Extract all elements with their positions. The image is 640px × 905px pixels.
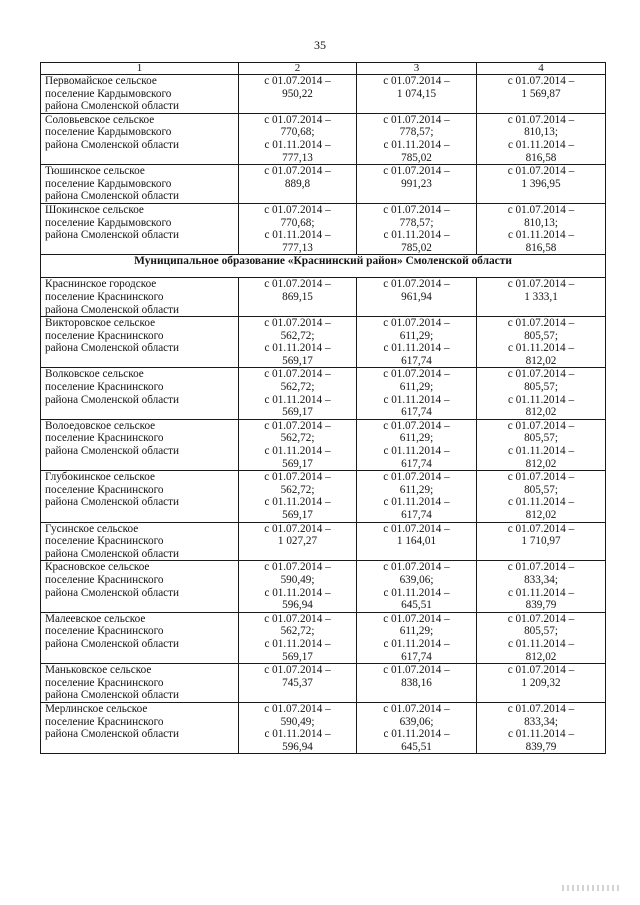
settlement-name-cell (41, 612, 239, 663)
tariff-value-line: с 01.11.2014 – (383, 393, 450, 406)
tariff-cell-c4 (477, 702, 606, 753)
settlement-name-line: поселение Краснинского (45, 329, 164, 342)
tariff-value-line: 617,74 (401, 354, 432, 367)
settlement-name-line: поселение Краснинского (45, 290, 164, 303)
settlement-name-line: Маньковское сельское (45, 664, 152, 677)
tariff-cell-c3 (357, 471, 477, 522)
tariff-cell-c4 (477, 664, 606, 703)
tariff-value-line: 611,29; (399, 381, 434, 394)
tariff-value-line: с 01.07.2014 – (383, 317, 450, 330)
tariff-value-line: с 01.11.2014 – (383, 496, 450, 509)
settlement-name-cell (41, 317, 239, 368)
tariff-value-line: с 01.07.2014 – (264, 317, 331, 330)
tariff-value-line: с 01.07.2014 – (264, 165, 331, 178)
tariff-cell-c4 (477, 522, 606, 561)
tariff-cell-c4 (477, 419, 606, 470)
tariff-cell-c2 (239, 75, 357, 114)
tariff-value-line: 805,57; (524, 432, 558, 445)
tariff-value-line: 869,15 (282, 290, 313, 303)
table-header-row (41, 63, 606, 75)
settlement-name-line: поселение Краснинского (45, 715, 164, 728)
column-header-3: 3 (357, 63, 477, 75)
tariff-value-line: 805,57; (524, 483, 558, 496)
tariff-cell-c4 (477, 278, 606, 317)
tariff-cell-c2 (239, 612, 357, 663)
settlement-name-line: поселение Краснинского (45, 625, 164, 638)
tariff-cell-c2 (239, 522, 357, 561)
table-row (41, 664, 606, 703)
tariff-value-line: 950,22 (282, 87, 313, 100)
tariff-cell-c4 (477, 612, 606, 663)
tariff-value-line: с 01.07.2014 – (264, 522, 331, 535)
tariff-value-line: 785,02 (401, 151, 432, 164)
tariff-cell-c3 (357, 419, 477, 470)
tariff-value-line: с 01.07.2014 – (264, 561, 331, 574)
table-row (41, 113, 606, 164)
tariff-value-line: 639,06; (399, 715, 434, 728)
tariff-value-line: 569,17 (282, 457, 313, 470)
tariff-value-line: 833,34; (524, 573, 558, 586)
settlement-name-cell (41, 419, 239, 470)
settlement-name-line: района Смоленской области (45, 637, 180, 650)
table-row (41, 165, 606, 204)
tariff-cell-c3 (357, 702, 477, 753)
tariff-value-line: 562,72; (280, 625, 315, 638)
tariff-value-line: 569,17 (282, 354, 313, 367)
settlement-name-line: района Смоленской области (45, 586, 180, 599)
tariff-value-line: 805,57; (524, 329, 558, 342)
settlement-name-cell (41, 522, 239, 561)
tariff-value-line: с 01.07.2014 – (264, 113, 331, 126)
tariff-value-line: с 01.07.2014 – (507, 702, 575, 715)
settlement-name-line: Первомайское сельское (45, 75, 157, 87)
tariff-value-line: 1 710,97 (521, 535, 561, 548)
tariff-cell-c4 (477, 471, 606, 522)
tariff-value-line: 816,58 (525, 151, 557, 164)
table-row (41, 702, 606, 753)
tariff-value-line: 810,13; (524, 126, 558, 139)
tariff-value-line: 1 074,15 (396, 87, 437, 100)
tariff-value-line: с 01.07.2014 – (507, 203, 575, 216)
tariff-value-line: 1 027,27 (277, 535, 318, 548)
tariff-value-line: 812,02 (525, 509, 557, 521)
tariff-value-line: 770,68; (280, 216, 315, 229)
table-row (41, 75, 606, 114)
table-row (41, 368, 606, 419)
tariff-value-line: с 01.07.2014 – (383, 278, 450, 291)
tariff-value-line: с 01.11.2014 – (383, 342, 450, 355)
settlement-name-line: Викторовское сельское (45, 317, 156, 330)
tariff-value-line: с 01.11.2014 – (264, 728, 331, 741)
tariff-value-line: 810,13; (524, 216, 558, 229)
settlement-name-line: поселение Краснинского (45, 483, 164, 496)
tariff-value-line: с 01.07.2014 – (383, 203, 450, 216)
tariff-value-line: 812,02 (525, 650, 557, 663)
tariff-value-line: 617,74 (401, 509, 432, 521)
settlement-name-cell (41, 561, 239, 612)
settlement-name-line: района Смоленской области (45, 303, 180, 316)
table-row (41, 317, 606, 368)
settlement-name-line: поселение Краснинского (45, 676, 164, 689)
tariff-value-line: с 01.11.2014 – (383, 728, 450, 741)
tariff-value-line: с 01.11.2014 – (264, 496, 331, 509)
tariff-cell-c3 (357, 113, 477, 164)
tariff-value-line: 645,51 (401, 740, 432, 753)
tariff-value-line: 1 333,1 (524, 290, 558, 303)
column-header-2: 2 (239, 63, 357, 75)
tariff-value-line: с 01.07.2014 – (507, 317, 575, 330)
tariff-cell-c2 (239, 203, 357, 254)
tariff-cell-c4 (477, 203, 606, 254)
tariff-value-line: 569,17 (282, 650, 313, 663)
tariff-value-line: 562,72; (280, 432, 315, 445)
settlement-name-cell (41, 113, 239, 164)
tariff-cell-c4 (477, 165, 606, 204)
tariff-value-line: с 01.11.2014 – (264, 637, 331, 650)
tariff-value-line: с 01.07.2014 – (264, 612, 331, 625)
tariff-value-line: с 01.07.2014 – (383, 702, 450, 715)
tariff-table (40, 62, 606, 754)
settlement-name-cell (41, 165, 239, 204)
settlement-name-cell (41, 75, 239, 114)
tariff-value-line: 611,29; (399, 483, 434, 496)
tariff-cell-c2 (239, 664, 357, 703)
settlement-name-line: Малеевское сельское (45, 612, 146, 625)
tariff-value-line: с 01.11.2014 – (264, 342, 331, 355)
settlement-name-line: поселение Кардымовского (45, 126, 172, 139)
tariff-value-line: 839,79 (525, 740, 557, 753)
table-row (41, 612, 606, 663)
tariff-value-line: с 01.07.2014 – (383, 664, 450, 677)
tariff-value-line: с 01.11.2014 – (264, 445, 331, 458)
tariff-value-line: с 01.11.2014 – (507, 637, 575, 650)
tariff-value-line: 778,57; (399, 126, 434, 139)
tariff-value-line: 590,49; (280, 715, 315, 728)
tariff-value-line: 777,13 (282, 241, 313, 254)
tariff-value-line: с 01.07.2014 – (383, 561, 450, 574)
tariff-value-line: 812,02 (525, 406, 557, 419)
tariff-value-line: с 01.11.2014 – (507, 229, 575, 242)
tariff-value-line: 745,37 (282, 676, 313, 689)
settlement-name-line: района Смоленской области (45, 229, 180, 242)
tariff-cell-c3 (357, 317, 477, 368)
tariff-value-line: 596,94 (282, 740, 313, 753)
tariff-value-line: 590,49; (280, 573, 315, 586)
tariff-value-line: 596,94 (282, 599, 313, 612)
tariff-cell-c3 (357, 368, 477, 419)
tariff-value-line: с 01.07.2014 – (264, 203, 331, 216)
tariff-value-line: с 01.07.2014 – (383, 368, 450, 381)
column-header-1: 1 (41, 63, 239, 75)
scan-artifact (562, 885, 622, 891)
tariff-value-line: 562,72; (280, 329, 315, 342)
tariff-value-line: 617,74 (401, 650, 432, 663)
tariff-value-line: 562,72; (280, 381, 315, 394)
tariff-value-line: с 01.07.2014 – (507, 664, 575, 677)
tariff-value-line: 805,57; (524, 625, 558, 638)
tariff-value-line: с 01.07.2014 – (264, 471, 331, 484)
settlement-name-cell (41, 203, 239, 254)
table-row (41, 522, 606, 561)
settlement-name-line: района Смоленской области (45, 547, 180, 560)
tariff-value-line: 785,02 (401, 241, 432, 254)
tariff-value-line: 778,57; (399, 216, 434, 229)
tariff-value-line: 838,16 (401, 676, 432, 689)
tariff-value-line: с 01.07.2014 – (383, 75, 450, 87)
tariff-value-line: с 01.11.2014 – (383, 229, 450, 242)
tariff-cell-c3 (357, 561, 477, 612)
tariff-value-line: с 01.11.2014 – (264, 586, 331, 599)
tariff-value-line: 639,06; (399, 573, 434, 586)
tariff-cell-c3 (357, 203, 477, 254)
settlement-name-line: Красновское сельское (45, 561, 150, 574)
table-row (41, 471, 606, 522)
settlement-name-line: района Смоленской области (45, 496, 180, 509)
tariff-cell-c2 (239, 471, 357, 522)
tariff-cell-c2 (239, 419, 357, 470)
tariff-value-line: с 01.07.2014 – (507, 278, 575, 291)
tariff-cell-c4 (477, 561, 606, 612)
settlement-name-line: поселение Краснинского (45, 535, 164, 548)
tariff-value-line: с 01.07.2014 – (264, 702, 331, 715)
tariff-value-line: с 01.07.2014 – (383, 522, 450, 535)
tariff-cell-c2 (239, 561, 357, 612)
tariff-value-line: с 01.07.2014 – (383, 419, 450, 432)
tariff-value-line: 961,94 (401, 290, 432, 303)
settlement-name-line: поселение Кардымовского (45, 87, 172, 100)
tariff-value-line: 569,17 (282, 406, 313, 419)
tariff-value-line: с 01.07.2014 – (507, 368, 575, 381)
settlement-name-line: Краснинское городское (45, 278, 157, 291)
tariff-cell-c4 (477, 317, 606, 368)
settlement-name-line: поселение Кардымовского (45, 216, 172, 229)
tariff-value-line: с 01.11.2014 – (507, 728, 575, 741)
tariff-value-line: с 01.07.2014 – (264, 419, 331, 432)
settlement-name-line: Шокинское сельское (45, 203, 144, 216)
tariff-value-line: с 01.07.2014 – (507, 419, 575, 432)
tariff-value-line: 839,79 (525, 599, 557, 612)
settlement-name-cell (41, 702, 239, 753)
settlement-name-line: района Смоленской области (45, 445, 180, 458)
tariff-cell-c2 (239, 278, 357, 317)
settlement-name-line: района Смоленской области (45, 190, 180, 203)
tariff-value-line: 617,74 (401, 406, 432, 419)
table-row (41, 419, 606, 470)
tariff-value-line: с 01.11.2014 – (507, 445, 575, 458)
settlement-name-line: поселение Краснинского (45, 573, 164, 586)
section-title: Муниципальное образование «Краснинский район» Смоленской области (41, 255, 606, 278)
settlement-name-line: района Смоленской области (45, 342, 180, 355)
tariff-value-line: с 01.11.2014 – (507, 393, 575, 406)
tariff-value-line: с 01.11.2014 – (264, 138, 331, 151)
section-header-row (41, 255, 606, 278)
tariff-value-line: с 01.07.2014 – (507, 75, 575, 87)
tariff-value-line: с 01.07.2014 – (383, 165, 450, 178)
tariff-value-line: 569,17 (282, 509, 313, 521)
settlement-name-cell (41, 471, 239, 522)
tariff-value-line: с 01.11.2014 – (383, 637, 450, 650)
tariff-value-line: с 01.07.2014 – (264, 368, 331, 381)
settlement-name-line: Тюшинское сельское (45, 165, 145, 178)
settlement-name-line: района Смоленской области (45, 100, 180, 113)
tariff-value-line: с 01.11.2014 – (383, 138, 450, 151)
settlement-name-line: поселение Краснинского (45, 432, 164, 445)
tariff-value-line: 777,13 (282, 151, 313, 164)
settlement-name-cell (41, 368, 239, 419)
tariff-value-line: с 01.11.2014 – (507, 586, 575, 599)
tariff-value-line: с 01.11.2014 – (383, 445, 450, 458)
table-row (41, 278, 606, 317)
tariff-value-line: 770,68; (280, 126, 315, 139)
tariff-cell-c2 (239, 702, 357, 753)
page-number: 35 (314, 38, 326, 52)
settlement-name-line: поселение Краснинского (45, 381, 164, 394)
table-body (41, 75, 606, 754)
tariff-value-line: с 01.07.2014 – (507, 522, 575, 535)
tariff-value-line: 812,02 (525, 354, 557, 367)
tariff-value-line: с 01.07.2014 – (507, 612, 575, 625)
tariff-value-line: 645,51 (401, 599, 432, 612)
settlement-name-line: Соловьевское сельское (45, 113, 155, 126)
tariff-value-line: 611,29; (399, 625, 434, 638)
tariff-value-line: 1 209,32 (521, 676, 561, 689)
tariff-value-line: с 01.11.2014 – (383, 586, 450, 599)
tariff-cell-c4 (477, 75, 606, 114)
tariff-value-line: с 01.07.2014 – (507, 471, 575, 484)
tariff-value-line: с 01.07.2014 – (264, 278, 331, 291)
tariff-value-line: 1 164,01 (396, 535, 437, 548)
tariff-value-line: 816,58 (525, 241, 557, 254)
settlement-name-line: Гусинское сельское (45, 522, 139, 535)
settlement-name-line: района Смоленской области (45, 728, 180, 741)
tariff-cell-c3 (357, 664, 477, 703)
tariff-value-line: 562,72; (280, 483, 315, 496)
tariff-value-line: с 01.11.2014 – (507, 496, 575, 509)
table-row (41, 561, 606, 612)
tariff-value-line: с 01.07.2014 – (383, 113, 450, 126)
tariff-value-line: с 01.07.2014 – (264, 664, 331, 677)
settlement-name-line: Волоедовское сельское (45, 419, 156, 432)
tariff-value-line: 1 569,87 (521, 87, 561, 100)
tariff-cell-c3 (357, 75, 477, 114)
tariff-value-line: 617,74 (401, 457, 432, 470)
settlement-name-line: Глубокинское сельское (45, 471, 155, 484)
settlement-name-line: Мерлинское сельское (45, 702, 148, 715)
tariff-value-line: 611,29; (399, 432, 434, 445)
tariff-cell-c2 (239, 317, 357, 368)
tariff-value-line: 611,29; (399, 329, 434, 342)
tariff-cell-c2 (239, 113, 357, 164)
tariff-cell-c2 (239, 368, 357, 419)
tariff-cell-c3 (357, 612, 477, 663)
settlement-name-line: района Смоленской области (45, 138, 180, 151)
settlement-name-cell (41, 278, 239, 317)
tariff-cell-c3 (357, 165, 477, 204)
tariff-value-line: с 01.11.2014 – (264, 229, 331, 242)
tariff-value-line: 889,8 (284, 177, 311, 190)
tariff-value-line: 991,23 (401, 177, 432, 190)
tariff-value-line: с 01.11.2014 – (264, 393, 331, 406)
tariff-value-line: с 01.07.2014 – (507, 165, 575, 178)
tariff-cell-c3 (357, 522, 477, 561)
tariff-value-line: с 01.07.2014 – (264, 75, 331, 87)
tariff-value-line: 805,57; (524, 381, 558, 394)
tariff-value-line: 1 396,95 (521, 177, 561, 190)
tariff-value-line: с 01.07.2014 – (507, 561, 575, 574)
tariff-value-line: с 01.07.2014 – (507, 113, 575, 126)
tariff-cell-c4 (477, 113, 606, 164)
tariff-value-line: с 01.11.2014 – (507, 342, 575, 355)
column-header-4: 4 (477, 63, 606, 75)
tariff-value-line: 812,02 (525, 457, 557, 470)
settlement-name-line: поселение Кардымовского (45, 177, 172, 190)
settlement-name-line: района Смоленской области (45, 393, 180, 406)
tariff-cell-c4 (477, 368, 606, 419)
tariff-value-line: 833,34; (524, 715, 558, 728)
settlement-name-line: Волковское сельское (45, 368, 144, 381)
tariff-value-line: с 01.07.2014 – (383, 612, 450, 625)
tariff-value-line: с 01.07.2014 – (383, 471, 450, 484)
tariff-value-line: с 01.11.2014 – (507, 138, 575, 151)
settlement-name-line: района Смоленской области (45, 689, 180, 702)
tariff-cell-c3 (357, 278, 477, 317)
table-row (41, 203, 606, 254)
tariff-cell-c2 (239, 165, 357, 204)
settlement-name-cell (41, 664, 239, 703)
